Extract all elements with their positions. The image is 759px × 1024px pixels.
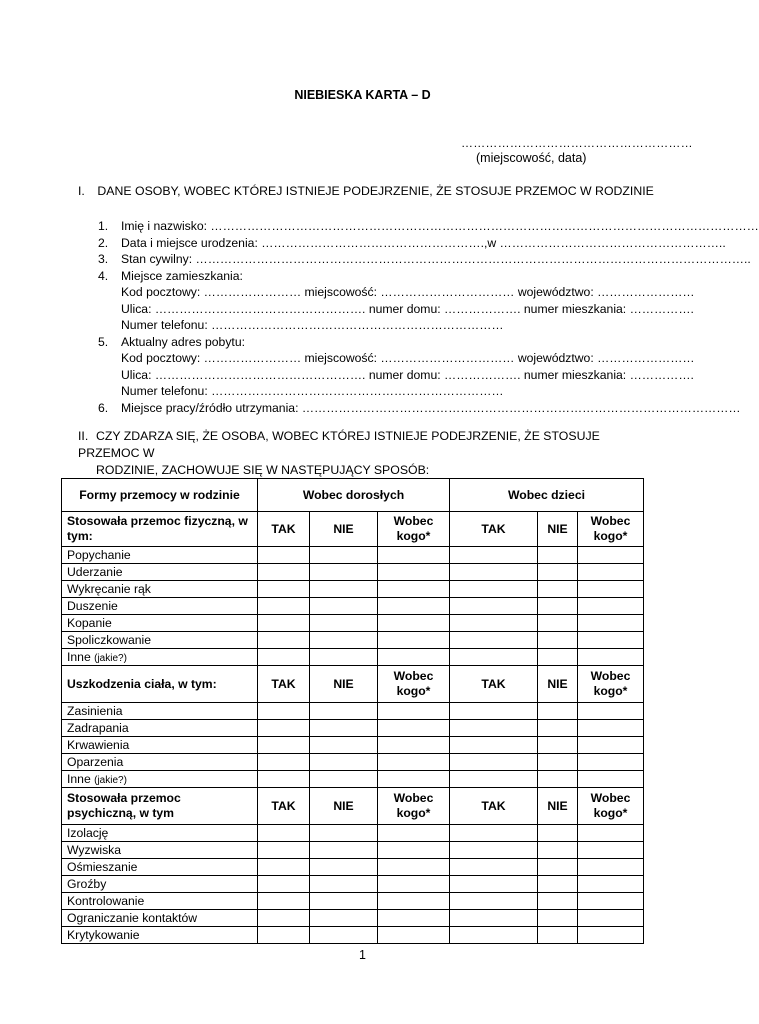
answer-cell[interactable] — [378, 876, 450, 893]
field-text: Aktualny adres pobytu: — [121, 334, 245, 349]
category-title: Uszkodzenia ciała, w tym: — [62, 666, 258, 703]
tak-label: TAK — [450, 788, 538, 825]
row-label: Izolację — [62, 825, 258, 842]
row-label: Krytykowanie — [62, 927, 258, 944]
answer-cell[interactable] — [310, 910, 378, 927]
answer-cell[interactable] — [378, 737, 450, 754]
answer-cell[interactable] — [378, 754, 450, 771]
section-2-title-line2: RODZINIE, ZACHOWUJE SIĘ W NASTĘPUJĄCY SPOSÓB: — [96, 463, 430, 477]
row-label: Zadrapania — [62, 720, 258, 737]
answer-cell[interactable] — [258, 754, 310, 771]
answer-cell[interactable] — [538, 598, 578, 615]
answer-cell[interactable] — [578, 598, 644, 615]
answer-cell[interactable] — [310, 859, 378, 876]
nie-label: NIE — [310, 512, 378, 547]
place-date-label: (miejscowość, data) — [476, 151, 587, 165]
answer-cell[interactable] — [450, 893, 538, 910]
section-1-field[interactable] — [98, 218, 759, 235]
answer-cell[interactable] — [578, 737, 644, 754]
answer-cell[interactable] — [378, 581, 450, 598]
section-1-field[interactable] — [98, 317, 638, 334]
answer-cell[interactable] — [450, 927, 538, 944]
section-1-field[interactable] — [98, 301, 694, 318]
answer-cell[interactable] — [258, 581, 310, 598]
category-row — [62, 512, 644, 547]
answer-cell[interactable] — [538, 615, 578, 632]
answer-cell[interactable] — [310, 825, 378, 842]
field-text: Kod pocztowy: …………………… miejscowość: …………………………… województwo: …………………… — [121, 351, 695, 365]
answer-cell[interactable] — [258, 703, 310, 720]
answer-cell[interactable] — [450, 615, 538, 632]
tak-label: TAK — [450, 666, 538, 703]
row-label: Oparzenia — [62, 754, 258, 771]
answer-cell[interactable] — [258, 859, 310, 876]
table-row — [62, 927, 644, 944]
field-text: Miejsce pracy/źródło utrzymania: ……………………………………………………………………………………………… — [121, 400, 741, 415]
answer-cell[interactable] — [450, 581, 538, 598]
answer-cell[interactable] — [378, 598, 450, 615]
answer-cell[interactable] — [538, 754, 578, 771]
other-label: Inne — [67, 772, 91, 786]
answer-cell[interactable] — [538, 825, 578, 842]
field-text: Numer telefonu: ……………………………………………………………… — [121, 384, 504, 398]
answer-cell[interactable] — [310, 564, 378, 581]
answer-cell[interactable] — [538, 927, 578, 944]
table-row — [62, 893, 644, 910]
answer-cell[interactable] — [538, 649, 578, 666]
answer-cell[interactable] — [310, 842, 378, 859]
answer-cell[interactable] — [450, 771, 538, 788]
answer-cell[interactable] — [378, 825, 450, 842]
answer-cell[interactable] — [378, 547, 450, 564]
answer-cell[interactable] — [450, 825, 538, 842]
answer-cell[interactable] — [578, 893, 644, 910]
answer-cell[interactable] — [450, 598, 538, 615]
answer-cell[interactable] — [538, 720, 578, 737]
field-text: Numer telefonu: ……………………………………………………………… — [121, 318, 504, 332]
row-label: Zasinienia — [62, 703, 258, 720]
row-label: Spoliczkowanie — [62, 632, 258, 649]
table-row — [62, 581, 644, 598]
answer-cell[interactable] — [538, 632, 578, 649]
section-1-field[interactable] — [98, 367, 694, 384]
answer-cell[interactable] — [258, 825, 310, 842]
answer-cell[interactable] — [538, 771, 578, 788]
answer-cell[interactable] — [378, 927, 450, 944]
answer-cell[interactable] — [578, 771, 644, 788]
header-children: Wobec dzieci — [450, 479, 644, 512]
category-row — [62, 666, 644, 703]
table-row — [62, 649, 644, 666]
answer-cell[interactable] — [450, 703, 538, 720]
answer-cell[interactable] — [310, 598, 378, 615]
section-1-heading — [78, 183, 654, 200]
header-adults: Wobec dorosłych — [258, 479, 450, 512]
header-forms: Formy przemocy w rodzinie — [62, 479, 258, 512]
answer-cell[interactable] — [258, 927, 310, 944]
table-row — [62, 825, 644, 842]
section-2-title-line1: CZY ZDARZA SIĘ, ŻE OSOBA, WOBEC KTÓREJ ISTNIEJE PODEJRZENIE, ŻE STOSUJE PRZEMOC W — [78, 429, 600, 460]
table-header-row — [62, 479, 644, 512]
answer-cell[interactable] — [450, 547, 538, 564]
table-row — [62, 876, 644, 893]
answer-cell[interactable] — [258, 598, 310, 615]
section-2-heading — [78, 428, 618, 479]
answer-cell[interactable] — [538, 893, 578, 910]
answer-cell[interactable] — [310, 615, 378, 632]
answer-cell[interactable] — [538, 581, 578, 598]
other-label: Inne — [67, 650, 91, 664]
tak-label: TAK — [258, 788, 310, 825]
answer-cell[interactable] — [258, 547, 310, 564]
answer-cell[interactable] — [378, 703, 450, 720]
answer-cell[interactable] — [258, 632, 310, 649]
section-1-title: DANE OSOBY, WOBEC KTÓREJ ISTNIEJE PODEJRZENIE, ŻE STOSUJE PRZEMOC W RODZINIE — [97, 184, 654, 198]
section-1-number: I. — [78, 184, 85, 198]
answer-cell[interactable] — [450, 859, 538, 876]
answer-cell[interactable] — [310, 771, 378, 788]
table-row — [62, 720, 644, 737]
row-label: Popychanie — [62, 547, 258, 564]
answer-cell[interactable] — [450, 649, 538, 666]
answer-cell[interactable] — [378, 649, 450, 666]
row-label: Wyzwiska — [62, 842, 258, 859]
answer-cell[interactable] — [578, 825, 644, 842]
answer-cell[interactable] — [578, 615, 644, 632]
section-1-field[interactable] — [98, 284, 695, 301]
field-number: 5. — [98, 334, 109, 349]
other-note: (jakie?) — [94, 653, 127, 664]
answer-cell[interactable] — [538, 703, 578, 720]
answer-cell[interactable] — [578, 927, 644, 944]
row-label: Kopanie — [62, 615, 258, 632]
answer-cell[interactable] — [450, 737, 538, 754]
section-1-field[interactable] — [98, 350, 695, 367]
field-text: Ulica: ……………………………………………. numer domu: ………………. numer mieszkania: ……………. — [121, 301, 694, 316]
answer-cell[interactable] — [310, 720, 378, 737]
tak-label: TAK — [450, 512, 538, 547]
section-1-field[interactable] — [98, 400, 741, 417]
category-row — [62, 788, 644, 825]
answer-cell[interactable] — [578, 649, 644, 666]
table-row — [62, 737, 644, 754]
section-1-field[interactable] — [98, 268, 638, 285]
answer-cell[interactable] — [578, 547, 644, 564]
answer-cell[interactable] — [378, 771, 450, 788]
answer-cell[interactable] — [310, 649, 378, 666]
other-note: (jakie?) — [94, 775, 127, 786]
category-title: Stosowała przemoc fizyczną, w tym: — [62, 512, 258, 547]
nie-label: NIE — [538, 666, 578, 703]
field-number: 1. — [98, 219, 109, 233]
section-1-fields — [98, 218, 759, 416]
section-1-field[interactable] — [98, 383, 638, 400]
answer-cell[interactable] — [310, 876, 378, 893]
table-row — [62, 615, 644, 632]
field-number: 2. — [98, 235, 109, 250]
answer-cell[interactable] — [378, 859, 450, 876]
field-number: 4. — [98, 268, 109, 283]
answer-cell[interactable] — [538, 876, 578, 893]
answer-cell[interactable] — [538, 842, 578, 859]
field-text: Imię i nazwisko: ……………………………………………………………………………………………………………………… — [121, 219, 759, 233]
answer-cell[interactable] — [310, 893, 378, 910]
field-text: Miejsce zamieszkania: — [121, 268, 243, 283]
page-number: 1 — [359, 948, 366, 962]
answer-cell[interactable] — [538, 859, 578, 876]
table-row — [62, 564, 644, 581]
section-1-field[interactable] — [98, 235, 726, 252]
row-label: Ośmieszanie — [62, 859, 258, 876]
wobec-kogo-label: Wobec kogo* — [578, 666, 644, 703]
row-label: Krwawienia — [62, 737, 258, 754]
answer-cell[interactable] — [310, 547, 378, 564]
answer-cell[interactable] — [450, 876, 538, 893]
answer-cell[interactable] — [450, 720, 538, 737]
row-label: Wykręcanie rąk — [62, 581, 258, 598]
nie-label: NIE — [310, 788, 378, 825]
answer-cell[interactable] — [578, 581, 644, 598]
row-label: Ograniczanie kontaktów — [62, 910, 258, 927]
table-row — [62, 910, 644, 927]
answer-cell[interactable] — [578, 632, 644, 649]
field-number: 6. — [98, 400, 109, 415]
answer-cell[interactable] — [450, 564, 538, 581]
answer-cell[interactable] — [258, 720, 310, 737]
wobec-kogo-label: Wobec kogo* — [378, 788, 450, 825]
row-label-other — [62, 649, 258, 666]
answer-cell[interactable] — [538, 737, 578, 754]
nie-label: NIE — [538, 788, 578, 825]
answer-cell[interactable] — [378, 615, 450, 632]
answer-cell[interactable] — [538, 547, 578, 564]
answer-cell[interactable] — [578, 754, 644, 771]
field-text: Kod pocztowy: …………………… miejscowość: …………………………… województwo: …………………… — [121, 285, 695, 299]
answer-cell[interactable] — [378, 910, 450, 927]
answer-cell[interactable] — [310, 703, 378, 720]
table-row — [62, 771, 644, 788]
wobec-kogo-label: Wobec kogo* — [378, 666, 450, 703]
answer-cell[interactable] — [310, 581, 378, 598]
answer-cell[interactable] — [258, 910, 310, 927]
answer-cell[interactable] — [578, 564, 644, 581]
document-title: NIEBIESKA KARTA – D — [294, 88, 431, 102]
answer-cell[interactable] — [578, 703, 644, 720]
answer-cell[interactable] — [258, 842, 310, 859]
answer-cell[interactable] — [538, 910, 578, 927]
nie-label: NIE — [538, 512, 578, 547]
answer-cell[interactable] — [258, 876, 310, 893]
wobec-kogo-label: Wobec kogo* — [578, 788, 644, 825]
section-1-field[interactable] — [98, 251, 751, 268]
answer-cell[interactable] — [450, 754, 538, 771]
wobec-kogo-label: Wobec kogo* — [378, 512, 450, 547]
answer-cell[interactable] — [450, 842, 538, 859]
field-text: Stan cywilny: ……………………………………………………………………………………………………………………….. — [121, 252, 751, 266]
field-text: Data i miejsce urodzenia: ……………………………………………….,w ……………………………………………….. — [121, 235, 726, 250]
wobec-kogo-label: Wobec kogo* — [578, 512, 644, 547]
answer-cell[interactable] — [378, 564, 450, 581]
table-row — [62, 859, 644, 876]
answer-cell[interactable] — [578, 720, 644, 737]
answer-cell[interactable] — [578, 910, 644, 927]
answer-cell[interactable] — [538, 564, 578, 581]
answer-cell[interactable] — [378, 893, 450, 910]
nie-label: NIE — [310, 666, 378, 703]
answer-cell[interactable] — [258, 615, 310, 632]
answer-cell[interactable] — [310, 632, 378, 649]
place-date-field[interactable]: ………………………………………………… — [461, 136, 693, 150]
table-row — [62, 754, 644, 771]
table-row — [62, 632, 644, 649]
answer-cell[interactable] — [378, 632, 450, 649]
table-row — [62, 547, 644, 564]
row-label: Uderzanie — [62, 564, 258, 581]
table-row — [62, 703, 644, 720]
field-number: 3. — [98, 252, 109, 266]
section-2-number: II. — [78, 429, 89, 443]
tak-label: TAK — [258, 512, 310, 547]
tak-label: TAK — [258, 666, 310, 703]
violence-forms-table — [61, 478, 644, 944]
answer-cell[interactable] — [310, 754, 378, 771]
answer-cell[interactable] — [378, 720, 450, 737]
category-title: Stosowała przemoc psychiczną, w tym — [62, 788, 258, 825]
answer-cell[interactable] — [578, 876, 644, 893]
answer-cell[interactable] — [450, 632, 538, 649]
row-label: Kontrolowanie — [62, 893, 258, 910]
answer-cell[interactable] — [578, 842, 644, 859]
row-label-other — [62, 771, 258, 788]
answer-cell[interactable] — [378, 842, 450, 859]
answer-cell[interactable] — [450, 910, 538, 927]
table-row — [62, 842, 644, 859]
section-1-field[interactable] — [98, 334, 638, 351]
answer-cell[interactable] — [578, 859, 644, 876]
answer-cell[interactable] — [310, 927, 378, 944]
table-row — [62, 598, 644, 615]
field-text: Ulica: ……………………………………………. numer domu: ………………. numer mieszkania: ……………. — [121, 367, 694, 382]
answer-cell[interactable] — [258, 771, 310, 788]
answer-cell[interactable] — [258, 893, 310, 910]
row-label: Duszenie — [62, 598, 258, 615]
answer-cell[interactable] — [258, 564, 310, 581]
answer-cell[interactable] — [310, 737, 378, 754]
row-label: Groźby — [62, 876, 258, 893]
answer-cell[interactable] — [258, 737, 310, 754]
answer-cell[interactable] — [258, 649, 310, 666]
